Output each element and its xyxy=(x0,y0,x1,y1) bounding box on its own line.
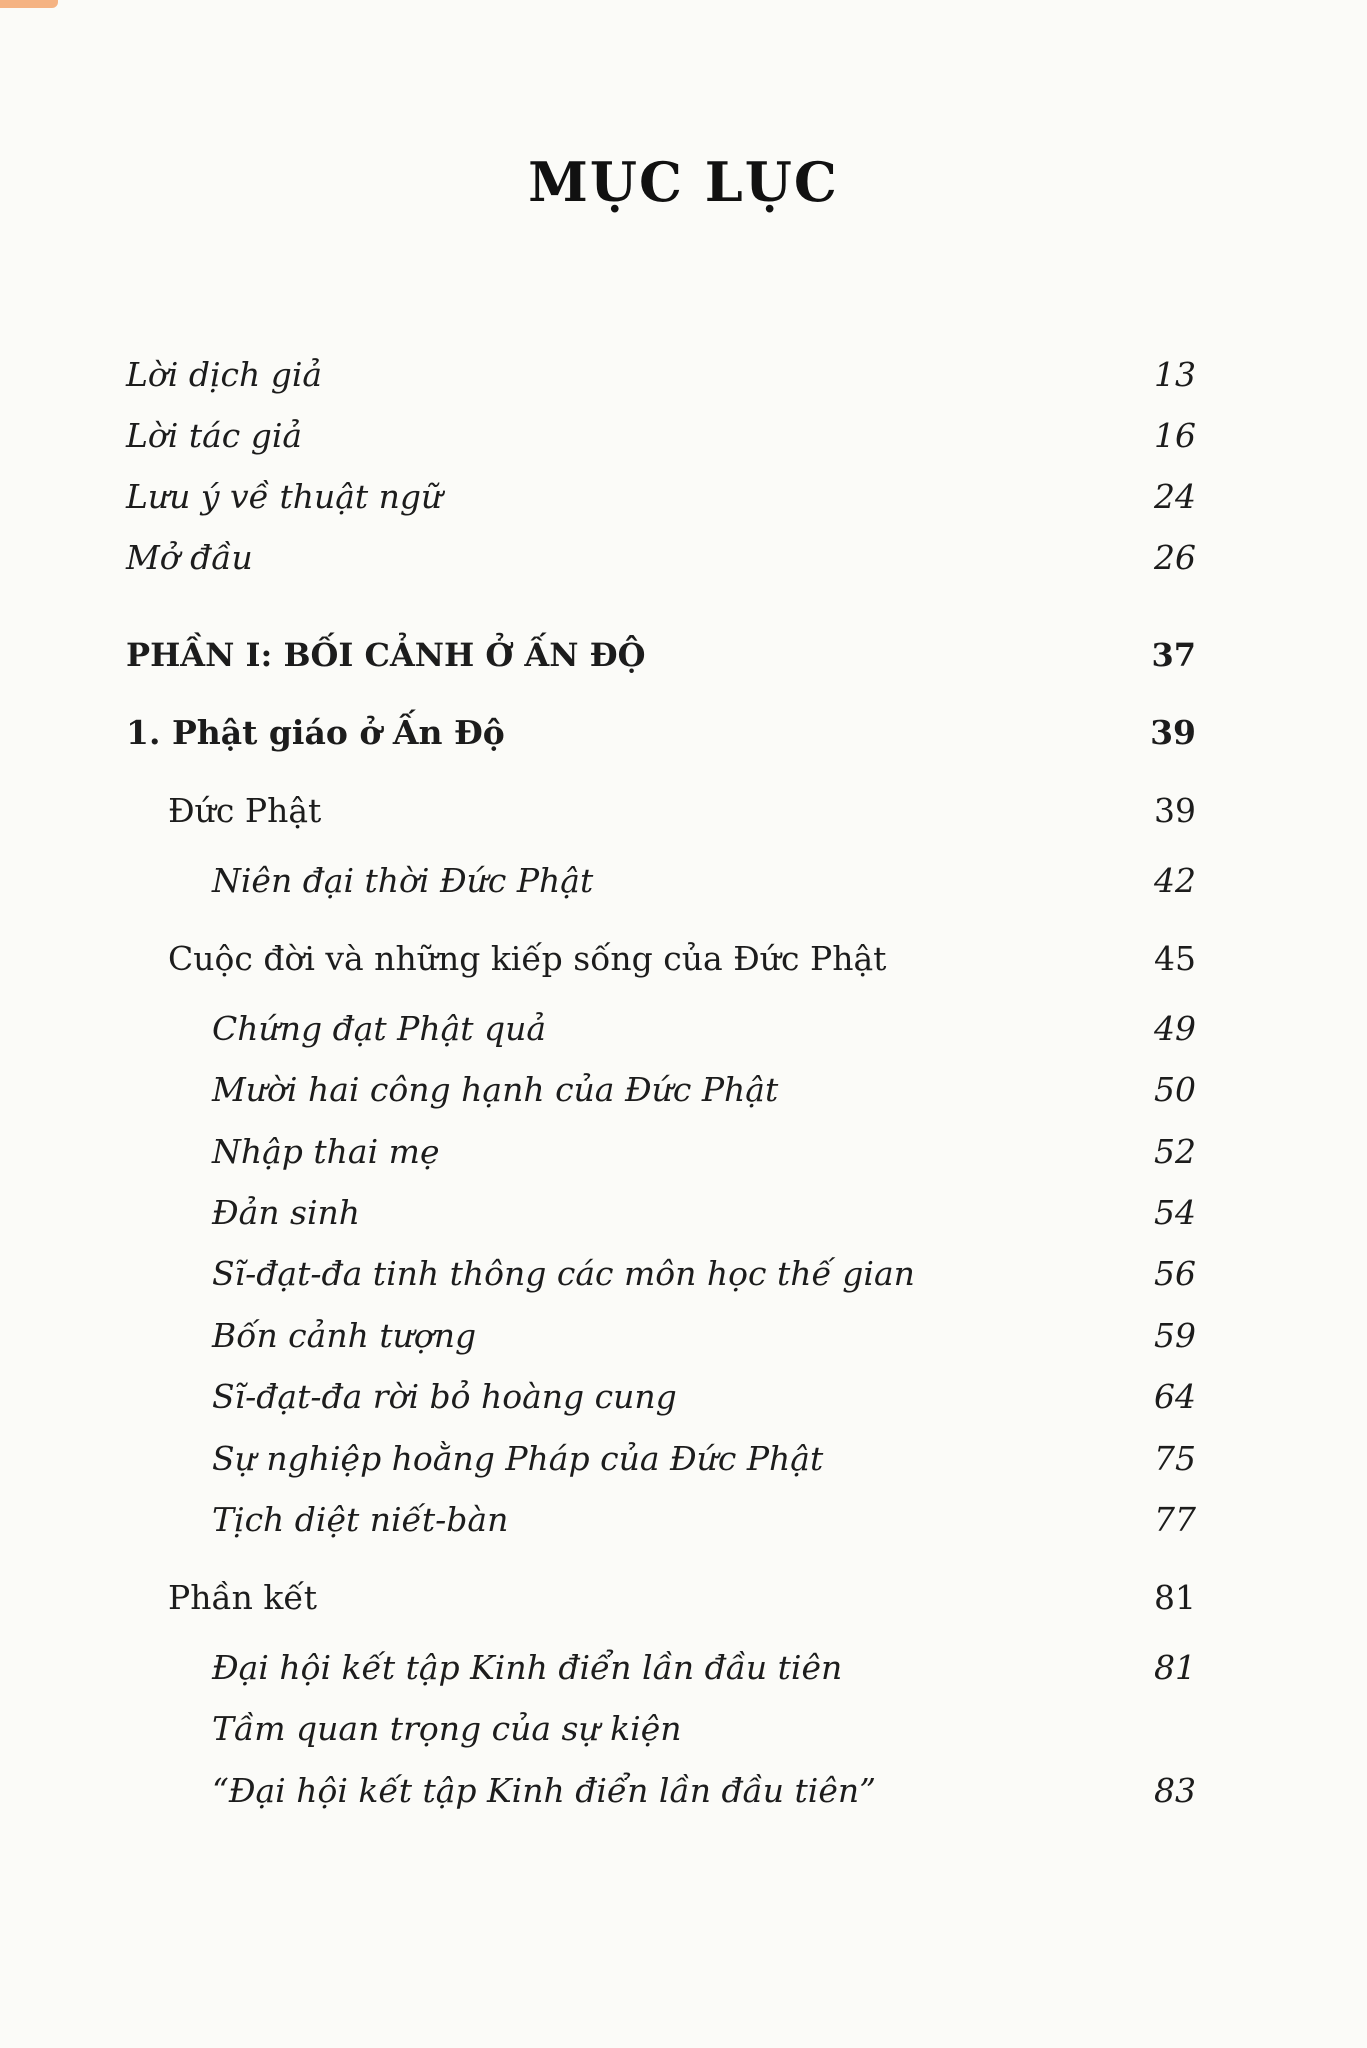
toc-entry-label: “Đại hội kết tập Kinh điển lần đầu tiên” xyxy=(212,1771,876,1810)
toc-subsection[interactable] xyxy=(212,1434,1196,1484)
toc-entry-label: Niên đại thời Đức Phật xyxy=(212,861,594,900)
toc-entry-page: 77 xyxy=(1154,1500,1196,1539)
toc-entry-page: 37 xyxy=(1151,636,1196,674)
toc-entry-label: Phần kết xyxy=(168,1578,317,1617)
toc-entry-page: 24 xyxy=(1154,477,1196,516)
toc-entry-label: Sự nghiệp hoằng Pháp của Đức Phật xyxy=(212,1439,824,1478)
toc-subsection[interactable] xyxy=(212,1127,1196,1177)
toc-entry[interactable] xyxy=(126,533,1196,583)
toc-subsection[interactable] xyxy=(212,1004,1196,1054)
scan-corner-mark xyxy=(0,0,58,8)
toc-subsection[interactable] xyxy=(212,1495,1196,1545)
toc-entry-page: 39 xyxy=(1150,713,1196,752)
toc-section[interactable] xyxy=(168,934,1196,984)
toc-entry-page: 13 xyxy=(1154,355,1196,394)
toc-part-heading[interactable] xyxy=(126,630,1196,680)
toc-entry-label: Chứng đạt Phật quả xyxy=(212,1009,547,1048)
toc-entry-label: Sĩ-đạt-đa rời bỏ hoàng cung xyxy=(212,1377,677,1416)
toc-subsection[interactable] xyxy=(212,1188,1196,1238)
toc-entry-page: 16 xyxy=(1154,416,1196,455)
toc-entry-page: 83 xyxy=(1154,1771,1196,1810)
toc-entry-label: Đản sinh xyxy=(212,1193,361,1232)
toc-subsection[interactable] xyxy=(212,856,1196,906)
toc-entry[interactable] xyxy=(126,411,1196,461)
toc-entry-label: Mở đầu xyxy=(126,538,253,577)
toc-entry-page: 75 xyxy=(1154,1439,1196,1478)
toc-subsection[interactable] xyxy=(212,1311,1196,1361)
toc-entry-label: Đức Phật xyxy=(168,791,322,830)
page-title: MỤC LỤC xyxy=(528,150,839,214)
toc-entry-label: Lời dịch giả xyxy=(126,355,323,394)
toc-entry-label: Mười hai công hạnh của Đức Phật xyxy=(212,1070,779,1109)
toc-subsection[interactable] xyxy=(212,1643,1196,1693)
toc-subsection[interactable] xyxy=(212,1704,1196,1754)
toc-entry[interactable] xyxy=(126,350,1196,400)
toc-entry-label: Lưu ý về thuật ngữ xyxy=(126,477,443,516)
toc-subsection[interactable] xyxy=(212,1065,1196,1115)
toc-entry-label: Sĩ-đạt-đa tinh thông các môn học thế gian xyxy=(212,1254,915,1293)
toc-entry-label: 1. Phật giáo ở Ấn Độ xyxy=(126,713,505,752)
toc-entry-page: 81 xyxy=(1154,1578,1196,1617)
toc-entry-label: Cuộc đời và những kiếp sống của Đức Phật xyxy=(168,939,887,978)
toc-entry-page: 64 xyxy=(1154,1377,1196,1416)
toc-entry-label: PHẦN I: BỐI CẢNH Ở ẤN ĐỘ xyxy=(126,636,646,674)
toc-entry-label: Tịch diệt niết-bàn xyxy=(212,1500,509,1539)
toc-entry-page: 39 xyxy=(1154,791,1196,830)
toc-entry-page: 45 xyxy=(1154,939,1196,978)
toc-section[interactable] xyxy=(168,786,1196,836)
toc-entry-label: Bốn cảnh tượng xyxy=(212,1316,477,1355)
toc-entry-label: Nhập thai mẹ xyxy=(212,1132,440,1171)
toc-subsection[interactable] xyxy=(212,1249,1196,1299)
toc-entry-page: 26 xyxy=(1154,538,1196,577)
toc-chapter-heading[interactable] xyxy=(126,708,1196,758)
toc-entry-page: 81 xyxy=(1154,1648,1196,1687)
toc-entry-page: 54 xyxy=(1154,1193,1196,1232)
toc-entry-page: 59 xyxy=(1154,1316,1196,1355)
toc-entry-page: 52 xyxy=(1154,1132,1196,1171)
toc-section[interactable] xyxy=(168,1573,1196,1623)
toc-entry-page: 42 xyxy=(1154,861,1196,900)
toc-entry-page: 49 xyxy=(1154,1009,1196,1048)
toc-subsection[interactable] xyxy=(212,1766,1196,1816)
toc-subsection[interactable] xyxy=(212,1372,1196,1422)
toc-entry-page: 50 xyxy=(1154,1070,1196,1109)
toc-entry[interactable] xyxy=(126,472,1196,522)
toc-entry-page: 56 xyxy=(1154,1254,1196,1293)
toc-entry-label: Đại hội kết tập Kinh điển lần đầu tiên xyxy=(212,1648,843,1687)
toc-entry-label: Lời tác giả xyxy=(126,416,303,455)
toc-entry-label: Tầm quan trọng của sự kiện xyxy=(212,1709,682,1748)
